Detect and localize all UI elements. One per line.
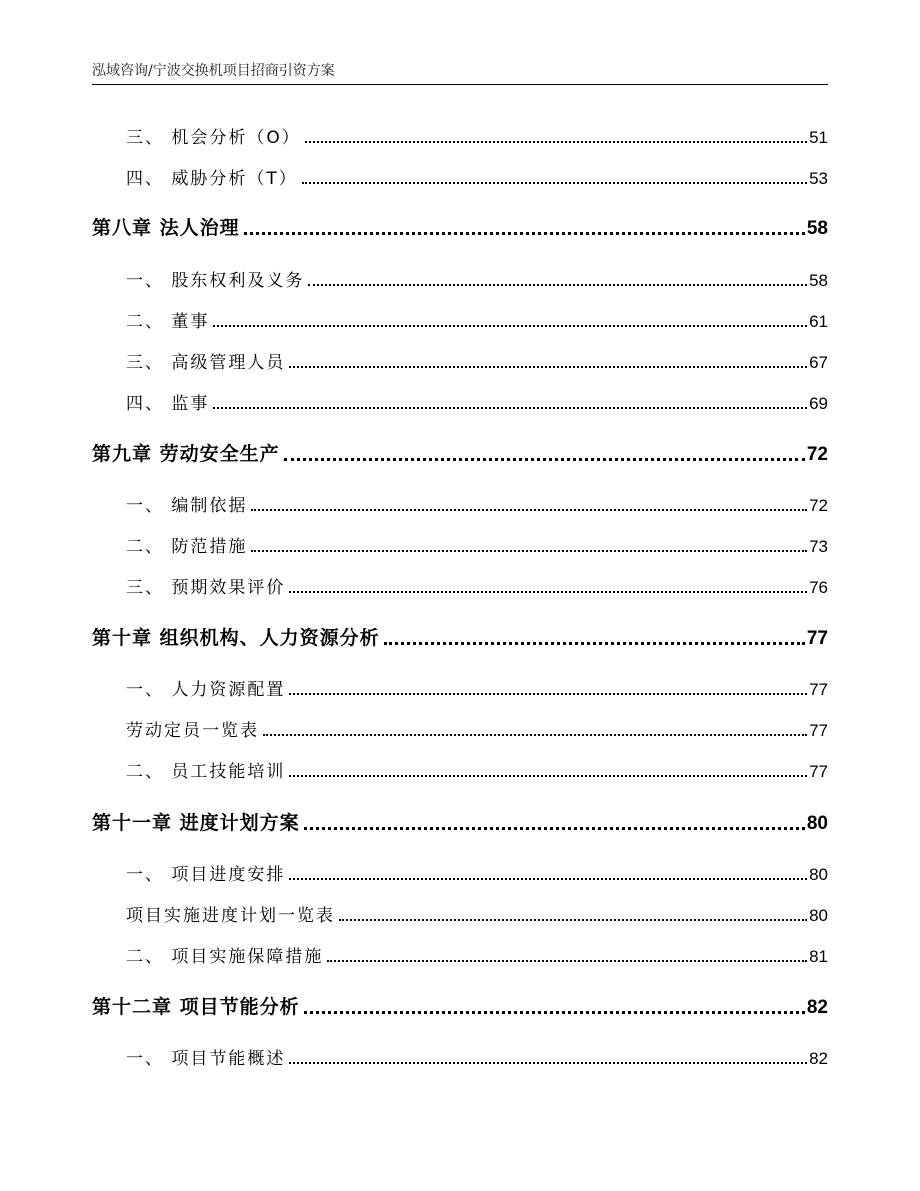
- toc-entry-title: 四、 监事: [126, 394, 210, 414]
- toc-chapter-entry[interactable]: [92, 993, 828, 1019]
- toc-dot-leader: [284, 458, 805, 461]
- toc-entry[interactable]: [126, 165, 828, 189]
- toc-entry-page: 72: [809, 496, 828, 515]
- toc-entry-page: 77: [809, 721, 828, 740]
- toc-entry[interactable]: [126, 902, 828, 926]
- toc-dot-leader: [308, 284, 807, 286]
- toc-entry-title: 三、 预期效果评价: [126, 578, 286, 598]
- toc-entry-page: 67: [809, 353, 828, 372]
- toc-entry-title: 二、 项目实施保障措施: [126, 947, 324, 967]
- toc-entry-title: 三、 高级管理人员: [126, 353, 286, 373]
- toc-entry-title: 三、 机会分析（O）: [126, 128, 301, 148]
- toc-entry-page: 53: [809, 169, 828, 188]
- toc-entry[interactable]: [126, 308, 828, 332]
- toc-dot-leader: [289, 878, 807, 880]
- toc-entry[interactable]: [126, 861, 828, 885]
- toc-dot-leader: [384, 642, 805, 645]
- toc-dot-leader: [251, 509, 807, 511]
- toc-entry-page: 69: [809, 394, 828, 413]
- toc-entry[interactable]: [126, 390, 828, 414]
- toc-dot-leader: [213, 407, 807, 409]
- toc-entry[interactable]: [126, 717, 828, 741]
- toc-entry-title: 一、 编制依据: [126, 496, 248, 516]
- toc-chapter-entry[interactable]: [92, 214, 828, 240]
- toc-chapter-entry[interactable]: [92, 809, 828, 835]
- toc-chapter-entry[interactable]: [92, 440, 828, 466]
- toc-entry-title: 二、 董事: [126, 312, 210, 332]
- toc-dot-leader: [289, 775, 807, 777]
- toc-entry[interactable]: [126, 1045, 828, 1069]
- toc-entry[interactable]: [126, 124, 828, 148]
- toc-dot-leader: [339, 919, 807, 921]
- toc-dot-leader: [251, 550, 807, 552]
- toc-entry-page: 77: [809, 762, 828, 781]
- toc-entry[interactable]: [126, 574, 828, 598]
- toc-entry-title: 第十章 组织机构、人力资源分析: [92, 627, 380, 649]
- toc-entry[interactable]: [126, 533, 828, 557]
- toc-entry-page: 80: [809, 906, 828, 925]
- toc-entry[interactable]: [126, 492, 828, 516]
- toc-entry-title: 第八章 法人治理: [92, 217, 240, 239]
- toc-entry-page: 82: [806, 997, 828, 1018]
- toc-dot-leader: [289, 693, 807, 695]
- toc-entry-title: 一、 股东权利及义务: [126, 271, 305, 291]
- toc-dot-leader: [263, 734, 807, 736]
- toc-entry[interactable]: [126, 943, 828, 967]
- toc-entry-page: 80: [806, 813, 828, 834]
- toc-dot-leader: [302, 182, 807, 184]
- toc-entry[interactable]: [126, 758, 828, 782]
- toc-dot-leader: [304, 1011, 805, 1014]
- toc-dot-leader: [305, 141, 807, 143]
- toc-entry[interactable]: [126, 676, 828, 700]
- toc-entry-title: 一、 人力资源配置: [126, 680, 286, 700]
- toc-entry[interactable]: [126, 349, 828, 373]
- toc-entry-title: 二、 防范措施: [126, 537, 248, 557]
- toc-entry-page: 72: [806, 444, 828, 465]
- toc-dot-leader: [244, 232, 805, 235]
- toc-entry-title: 第九章 劳动安全生产: [92, 443, 280, 465]
- toc-dot-leader: [289, 366, 807, 368]
- toc-entry-page: 82: [809, 1049, 828, 1068]
- toc-dot-leader: [289, 591, 807, 593]
- toc-entry-title: 一、 项目节能概述: [126, 1049, 286, 1069]
- toc-entry-page: 58: [809, 271, 828, 290]
- toc-entry-title: 第十二章 项目节能分析: [92, 996, 300, 1018]
- toc-dot-leader: [289, 1062, 807, 1064]
- toc-dot-leader: [304, 827, 805, 830]
- toc-dot-leader: [327, 960, 807, 962]
- toc-entry-page: 58: [806, 218, 828, 239]
- toc-entry-page: 73: [809, 537, 828, 556]
- toc-entry-page: 77: [809, 680, 828, 699]
- toc-entry-page: 76: [809, 578, 828, 597]
- toc-entry-page: 77: [806, 628, 828, 649]
- toc-entry-title: 第十一章 进度计划方案: [92, 812, 300, 834]
- toc-entry-page: 81: [809, 947, 828, 966]
- toc-entry-page: 80: [809, 865, 828, 884]
- toc-entry-title: 项目实施进度计划一览表: [126, 906, 335, 926]
- toc-entry-title: 劳动定员一览表: [126, 721, 259, 741]
- toc-entry-page: 51: [809, 128, 828, 147]
- toc-entry-title: 二、 员工技能培训: [126, 762, 286, 782]
- toc-chapter-entry[interactable]: [92, 624, 828, 650]
- toc-entry-title: 四、 威胁分析（T）: [126, 169, 298, 189]
- toc-entry[interactable]: [126, 267, 828, 291]
- toc-dot-leader: [213, 325, 807, 327]
- toc-entry-title: 一、 项目进度安排: [126, 865, 286, 885]
- page-header: 泓域咨询/宁波交换机项目招商引资方案: [92, 62, 828, 85]
- toc-entry-page: 61: [809, 312, 828, 331]
